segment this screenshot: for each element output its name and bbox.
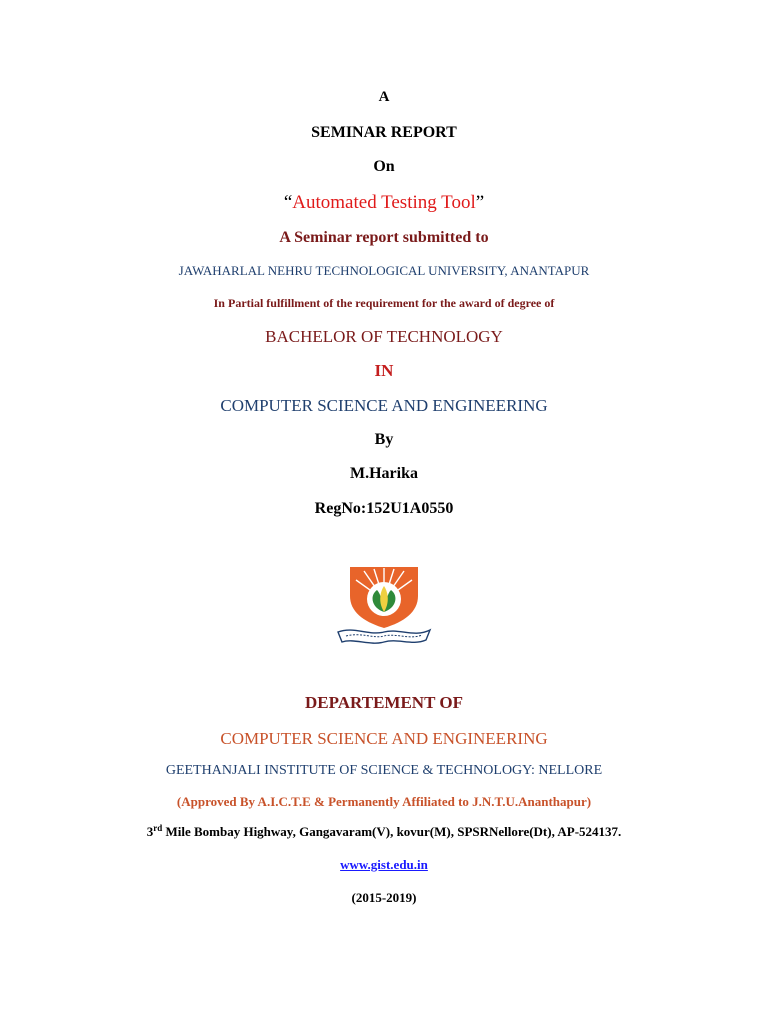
university-name: JAWAHARLAL NEHRU TECHNOLOGICAL UNIVERSITY, ANANTAPUR xyxy=(178,263,590,278)
approval-note: (Approved By A.I.C.T.E & Permanently Affiliated to J.N.T.U.Ananthapur) xyxy=(176,794,592,809)
college-address xyxy=(0,825,768,838)
address-text: Mile Bombay Highway, Gangavaram(V), kovur(M), SPSRNellore(Dt), AP-524137. xyxy=(162,824,622,839)
quote-open: “ xyxy=(283,192,293,213)
address-ordinal: rd xyxy=(153,823,163,833)
topic-title: Automated Testing Tool xyxy=(292,192,476,213)
heading-a: A xyxy=(378,89,390,105)
academic-years: (2015-2019) xyxy=(351,890,417,905)
on-heading: On xyxy=(373,158,395,175)
branch-name: COMPUTER SCIENCE AND ENGINEERING xyxy=(220,396,548,415)
student-name: M.Harika xyxy=(350,465,418,482)
submitted-to: A Seminar report submitted to xyxy=(279,229,489,246)
topic-line xyxy=(0,193,768,212)
degree-name: BACHELOR OF TECHNOLOGY xyxy=(265,327,503,346)
quote-close: ” xyxy=(475,192,485,213)
address-number: 3 xyxy=(146,824,154,839)
partial-fulfillment: In Partial fulfillment of the requirement for the award of degree of xyxy=(213,296,555,310)
college-emblem-icon xyxy=(334,566,434,646)
website-line xyxy=(0,858,768,871)
seminar-report-heading: SEMINAR REPORT xyxy=(311,124,457,141)
department-of: DEPARTEMENT OF xyxy=(305,693,463,712)
institute-name: GEETHANJALI INSTITUTE OF SCIENCE & TECHNOLOGY: NELLORE xyxy=(165,763,603,778)
website-link[interactable]: www.gist.edu.in xyxy=(340,857,428,872)
in-label: IN xyxy=(374,361,394,380)
department-name: COMPUTER SCIENCE AND ENGINEERING xyxy=(220,729,548,748)
by-label: By xyxy=(374,431,394,448)
registration-number: RegNo:152U1A0550 xyxy=(314,500,454,517)
